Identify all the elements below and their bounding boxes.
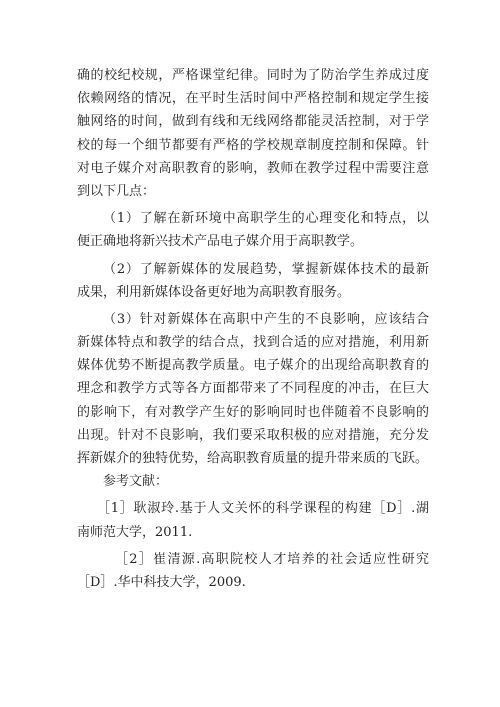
text-line: 新媒体特点和教学的结合点，找到合适的应对措施，利用新 <box>77 335 429 351</box>
text-line: 确的校纪校规，严格课堂纪律。同时为了防治学生养成过度 <box>77 68 429 83</box>
text-line: 理念和教学方式等各方面都带来了不同程度的冲击，在巨大 <box>77 381 429 397</box>
reference-line: ［1］耿淑玲.基于人文关怀的科学课程的构建［D］.湖 <box>97 501 429 517</box>
point-2-paragraph <box>77 258 429 304</box>
references-heading: 参考文献： <box>103 474 169 490</box>
text-line: （1）了解在新环境中高职学生的心理变化和特点，以 <box>103 211 429 227</box>
text-line: 挥新媒介的独特优势，给高职教育质量的提升带来质的飞跃。 <box>77 451 429 466</box>
text-line: 到以下几点： <box>77 183 156 199</box>
text-line: 成果，利用新媒体设备更好地为高职教育服务。 <box>77 284 351 300</box>
text-line: 便正确地将新兴技术产品电子媒介用于高职教学。 <box>77 234 364 250</box>
point-1-paragraph <box>77 207 429 253</box>
text-line: 媒体优势不断提高教学质量。电子媒介的出现给高职教育的 <box>77 358 429 374</box>
text-line: （2）了解新媒体的发展趋势，掌握新媒体技术的最新 <box>103 261 429 277</box>
intro-paragraph <box>77 64 429 203</box>
reference-line: ［D］.华中科技大学，2009. <box>77 574 246 590</box>
text-line: 对电子媒介对高职教育的影响，教师在教学过程中需要注意 <box>77 160 429 176</box>
text-line: 依赖网络的情况，在平时生活时间中严格控制和规定学生接 <box>77 91 429 107</box>
text-line: 出现。针对不良影响，我们要采取积极的应对措施，充分发 <box>77 427 429 443</box>
point-3-paragraph <box>77 308 429 470</box>
text-line: 的影响下，有对教学产生好的影响同时也伴随着不良影响的 <box>77 404 429 420</box>
text-line: 触网络的时间，做到有线和无线网络都能灵活控制，对于学 <box>77 114 429 130</box>
reference-line: ［2］崔清源.高职院校人才培养的社会适应性研究 <box>115 551 429 567</box>
reference-line: 南师范大学，2011. <box>77 524 193 540</box>
document-page <box>77 64 429 594</box>
references-section <box>77 470 429 594</box>
text-line: 校的每一个细节都要有严格的学校规章制度控制和保障。针 <box>77 137 429 153</box>
text-line: （3）针对新媒体在高职中产生的不良影响，应该结合 <box>103 311 429 327</box>
